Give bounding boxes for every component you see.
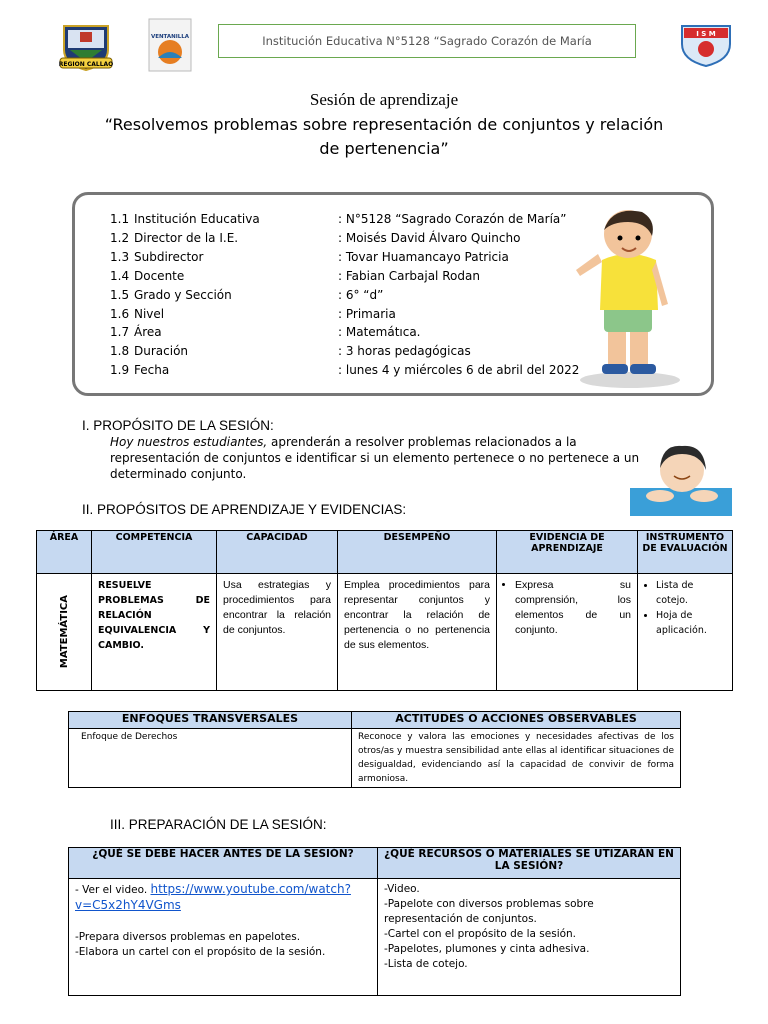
instrumento-cell [638,574,733,691]
video-link[interactable]: https://www.youtube.com/watch?v=C5x2hY4VGms [75,882,351,912]
before-cell [69,879,378,996]
capacidad-cell: Usa estrategias y procedimientos para encontrar la relación de conjuntos. [217,574,338,691]
learning-purposes-table [36,530,733,691]
institution-name-box [218,24,636,58]
section-1-heading: I. PROPÓSITO DE LA SESIÓN: [82,418,274,433]
col-instrumento: INSTRUMENTO DE EVALUACIÓN [638,531,733,574]
institution-name: Institución Educativa N°5128 “Sagrado Corazón de María [262,34,592,48]
info-row-label: Área [134,325,162,340]
table-header-row [69,712,681,729]
info-row-number: 1.5 [110,287,130,302]
info-row [110,286,383,304]
info-row [110,305,396,323]
instrumento-item: • Hoja de aplicación. [656,608,726,638]
info-row-value: : Moisés David Álvaro Quincho [338,230,521,245]
session-title: Sesión de aprendizaje [309,90,459,109]
purpose-intro: Hoy nuestros estudiantes, [110,435,268,449]
area-cell [37,574,92,691]
session-purpose [110,434,650,482]
table-header-row [37,531,733,574]
info-row [110,229,520,247]
resource-item: -Lista de cotejo. [384,958,468,970]
col-area: ÁREA [37,531,92,574]
info-row-number: 1.8 [110,344,130,359]
col-resources: ¿QUÉ RECURSOS O MATERIALES SE UTIZARÁN EN LA SESIÓN? [378,848,681,879]
area-label: MATEMÁTICA [58,595,70,669]
info-row-label: Duración [134,344,189,359]
actitud-cell: Reconoce y valora las emociones y necesidades afectivas de los otros/as y muestra sensibilidad ante ellas al identificar situaciones de desigualdad, evidenciando así la capacidad de convivir de forma armoniosa. [352,729,681,788]
info-row [110,210,566,228]
info-row [110,342,471,360]
info-row [110,361,579,379]
info-row-value: : Fabian Carbajal Rodan [338,268,480,283]
info-row-value: : Primaria [338,306,396,321]
info-row-label: Grado y Sección [134,287,232,302]
table-row [69,729,681,788]
info-row-number: 1.3 [110,249,130,264]
resource-item: -Cartel con el propósito de la sesión. [384,928,577,940]
info-row-value: : Tovar Huamancayo Patricia [338,249,509,264]
boy-illustration [572,200,682,390]
region-callao-shield-logo [58,20,114,72]
info-row-value: : 3 horas pedagógicas [338,344,471,359]
info-row [110,267,480,285]
info-row-value: : Matemátıca. [338,325,421,340]
info-row-label: Subdirector [134,249,204,264]
girl-illustration [630,440,732,516]
resource-item: -Papelotes, plumones y cinta adhesiva. [384,943,590,955]
competencia-cell: RESUELVE PROBLEMAS DE RELACIÓN EQUIVALENCIA Y CAMBIO. [92,574,217,691]
table-header-row [69,848,681,879]
col-before: ¿QUÉ SE DEBE HACER ANTES DE LA SESIÓN? [69,848,378,879]
info-row-number: 1.7 [110,325,130,340]
info-row-number: 1.4 [110,268,130,283]
ventanilla-emblem-logo [148,18,192,72]
before-item: -Elabora un cartel con el propósito de la sesión. [75,946,326,958]
table-row [37,574,733,691]
right-logo-text: I S M [696,30,716,38]
main-title: “Resolvemos problemas sobre representación de conjuntos y relación de pertenencia” [104,115,664,158]
cross-cutting-approaches-table [68,711,681,788]
info-row-number: 1.1 [110,212,130,226]
info-row-label: Director de la I.E. [134,230,239,245]
section-3-heading: III. PREPARACIÓN DE LA SESIÓN: [110,817,327,832]
purpose-text: aprenderán a resolver problemas relacionados a la representación de conjuntos e identificar si un elemento pertenece o no pertenece a un determinado conjunto. [110,435,640,481]
left-logo-text: REGION CALLAO [58,61,114,68]
video-instruction: - Ver el video. [75,884,151,896]
info-row [110,248,509,266]
instrumento-item: • Lista de cotejo. [656,578,726,608]
enfoque-cell: Enfoque de Derechos [69,729,352,788]
before-item: -Prepara diversos problemas en papelotes. [75,931,301,943]
resource-item: -Papelote con diversos problemas sobre representación de conjuntos. [384,898,594,925]
ism-school-logo [678,22,734,68]
resources-cell [378,879,681,996]
info-row-number: 1.9 [110,363,130,378]
col-competencia: COMPETENCIA [92,531,217,574]
info-row-number: 1.2 [110,230,130,245]
col-enfoques: ENFOQUES TRANSVERSALES [69,712,352,729]
info-row-value: : N°5128 “Sagrado Corazón de María” [338,212,567,226]
session-preparation-table [68,847,681,996]
evidencia-cell [497,574,638,691]
desempeno-cell: Emplea procedimientos para representar conjuntos y encontrar la relación de pertenencia o no pertenencia de sus elementos. [338,574,497,691]
col-evidencia: EVIDENCIA DE APRENDIZAJE [497,531,638,574]
resource-item: -Video. [384,883,420,895]
info-row-value: : lunes 4 y miércoles 6 de abril del 2022 [338,363,580,378]
info-row-label: Institución Educativa [134,212,260,226]
info-row-label: Docente [134,268,185,283]
table-row [69,879,681,996]
info-row-number: 1.6 [110,306,130,321]
section-2-heading: II. PROPÓSITOS DE APRENDIZAJE Y EVIDENCIAS: [82,502,407,517]
col-actitudes: ACTITUDES O ACCIONES OBSERVABLES [352,712,681,729]
col-desempeno: DESEMPEÑO [338,531,497,574]
mid-logo-text: VENTANILLA [150,34,190,40]
info-row-value: : 6° “d” [338,287,384,302]
col-capacidad: CAPACIDAD [217,531,338,574]
info-row-label: Fecha [134,363,170,378]
info-row [110,323,421,341]
info-row-label: Nivel [134,306,165,321]
evidencia-item: • Expresa su comprensión, los elementos de un conjunto. [515,578,631,638]
